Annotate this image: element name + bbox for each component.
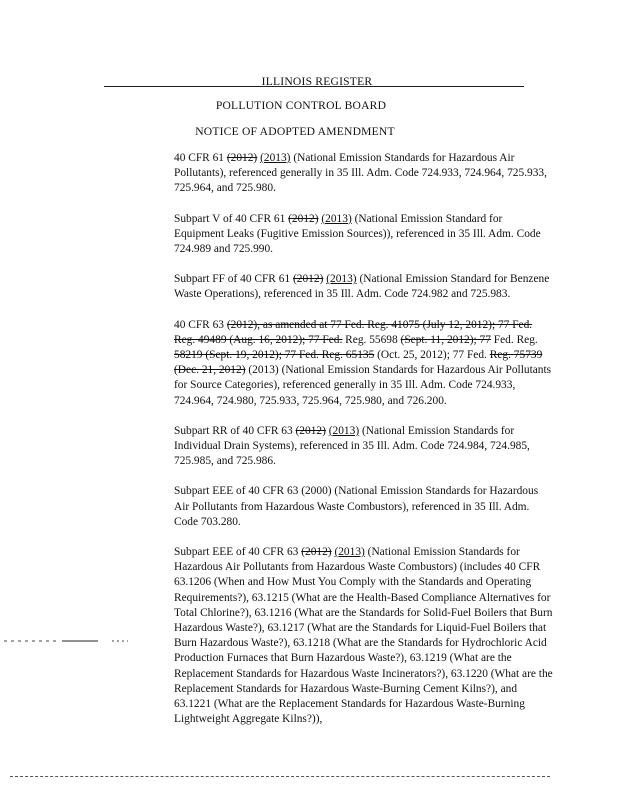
reference-entry-subpart-rr [174, 424, 554, 470]
entry-prefix: Subpart RR of 40 CFR 63 [174, 424, 296, 437]
register-title: ILLINOIS REGISTER [261, 75, 373, 88]
deleted-text: Reg. 75739 (Dec. 21, 2012) [174, 349, 543, 377]
entry-prefix: Subpart FF of 40 CFR 61 [174, 273, 293, 286]
entry-text: (National Emission Standard for Benzene Waste Operations), referenced in 35 Ill. Adm. Code 724.982 and 725.983. [174, 273, 550, 301]
entry-text: (Oct. 25, 2012); 77 Fed. [374, 349, 490, 362]
entry-text: (National Emission Standards for Hazardous Air Pollutants from Hazardous Waste Combustors) (includes 40 CFR 63.1206 (When and How Must You Comply with the Standards and Operating Requirements?), 63.1215 (What are the Health-Based Compliance Alternatives for Total Chlorine?), 63.1216 (What are the Standards for Solid-Fuel Boilers that Burn Hazardous Waste?), 63.1217 (What are the Standards for Liquid-Fuel Boilers that Burn Hazardous Waste?), 63.1218 (What are the Standards for Hydrochloric Acid Production Furnaces that Burn Hazardous Waste?), 63.1219 (What are the Replacement Standards for Hazardous Waste Incinerators?), 63.1220 (What are the Replacement Standards for Hazardous Waste-Burning Cement Kilns?), and 63.1221 (What are the Replacement Standards for Hazardous Waste-Burning Lightweight Aggregate Kilns?)), [174, 546, 553, 726]
entry-text: (National Emission Standards for Hazardous Air Pollutants), referenced generally in 35 Ill. Adm. Code 724.933, 724.964, 725.933, 725.964, and 725.980. [174, 152, 547, 195]
inserted-text: (2013) [321, 212, 352, 225]
inserted-text: (2013) [260, 152, 291, 164]
notice-title: NOTICE OF ADOPTED AMENDMENT [195, 125, 395, 138]
deleted-text: (2012) [226, 152, 258, 164]
entry-text: (National Emission Standard for Equipment Leaks (Fugitive Emission Sources)), referenced in 35 Ill. Adm. Code 724.989 and 725.990. [174, 212, 541, 256]
entry-prefix: Subpart V of 40 CFR 61 [174, 212, 289, 225]
reference-entry-subpart-eee [174, 545, 554, 727]
header-rule [104, 86, 524, 87]
entry-prefix: 40 CFR 61 [174, 152, 227, 164]
reference-entry-40cfr61 [174, 151, 554, 197]
inserted-text: (2013) [334, 546, 365, 559]
entry-text: Subpart EEE of 40 CFR 63 (2000) (National Emission Standards for Hazardous Air Pollutants from Hazardous Waste Combustors), referenced in 35 Ill. Adm. Code 703.280. [174, 485, 539, 528]
bottom-scan-rule [10, 776, 550, 777]
deleted-text: (2012) [295, 424, 326, 437]
deleted-text: (2012) [288, 212, 319, 225]
entry-prefix: 40 CFR 63 [174, 318, 227, 331]
entry-text: (2013) (National Emission Standards for Hazardous Air Pollutants for Source Categories), referenced generally in 35 Ill. Adm. Code 724.933, 724.964, 724.980, 725.933, 725.964, 725.980, and 726.200. [174, 364, 552, 407]
reference-list [174, 151, 554, 743]
reference-entry-subpart-v [174, 212, 554, 258]
deleted-text: (Sept. 11, 2012); 77 [400, 333, 491, 346]
entry-prefix: Subpart EEE of 40 CFR 63 [174, 546, 302, 559]
board-title: POLLUTION CONTROL BOARD [215, 99, 387, 112]
margin-scan-mark [0, 638, 160, 644]
entry-text: (National Emission Standards for Individual Drain Systems), referenced in 35 Ill. Adm. Code 724.984, 724.985, 725.985, and 725.986. [174, 424, 530, 468]
deleted-text: (2012) [301, 546, 332, 559]
entry-text: Reg. 55698 [342, 333, 401, 346]
reference-entry-40cfr63 [174, 318, 554, 409]
inserted-text: (2013) [328, 424, 360, 437]
entry-text: Fed. Reg. [490, 333, 538, 346]
inserted-text: (2013) [326, 273, 357, 286]
deleted-text: 58219 (Sept. 19, 2012); 77 Fed. Reg. 65135 [174, 349, 375, 362]
deleted-text: (2012), as amended at 77 Fed. Reg. 41075 (July 12, 2012); 77 Fed. Reg. 49489 (Aug. 16, 2012); 77 Fed. [174, 318, 533, 346]
reference-entry-subpart-ff [174, 272, 554, 302]
deleted-text: (2012) [293, 273, 324, 286]
reference-entry-subpart-eee-2000 [174, 484, 554, 530]
